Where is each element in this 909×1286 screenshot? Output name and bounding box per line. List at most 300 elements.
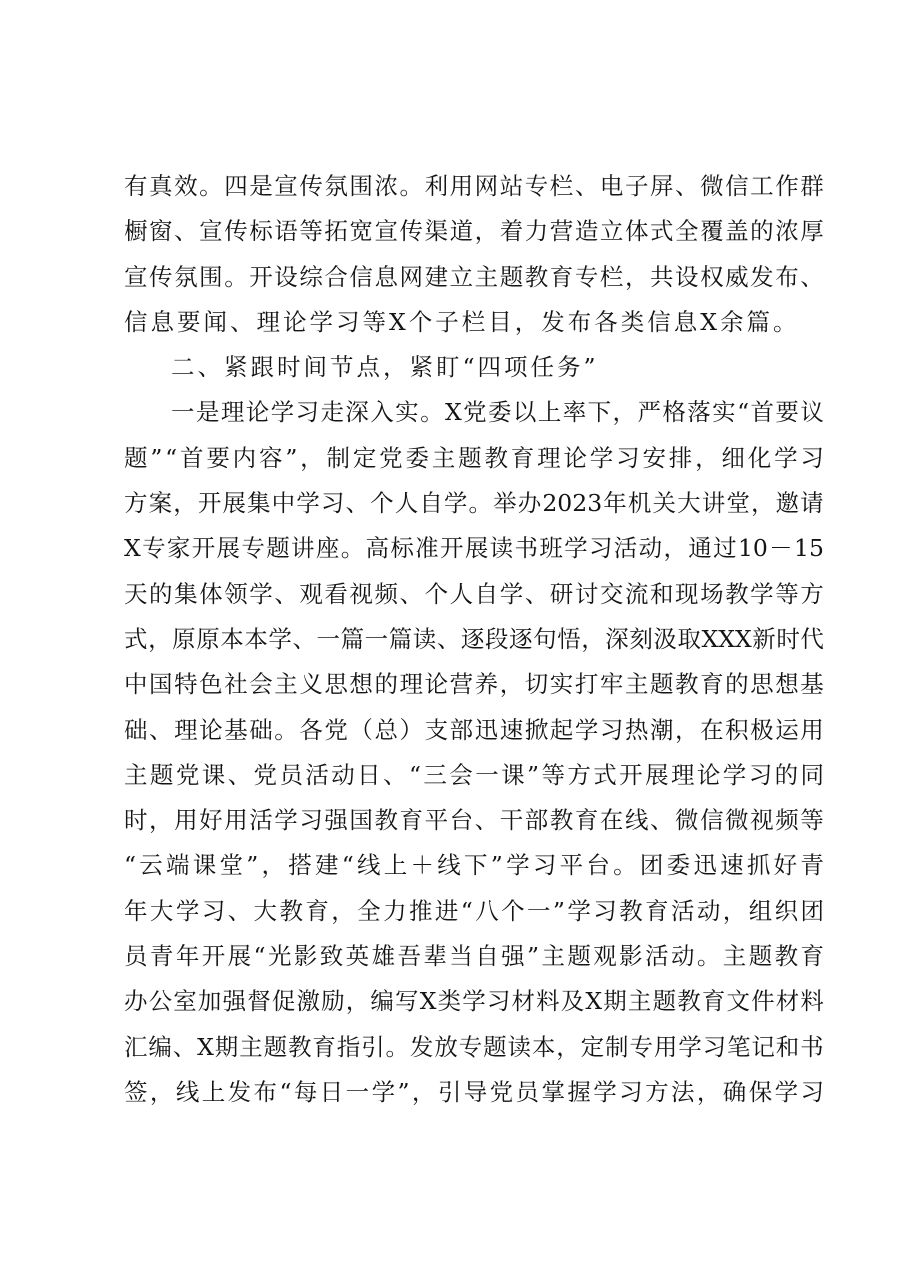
text-glyph: 浓 [775,217,799,246]
text-glyph: 题 [149,760,174,789]
text-glyph: 作 [775,172,799,200]
text-glyph: “ [737,398,750,427]
text-glyph: ， [556,1032,580,1061]
text-glyph: 教 [279,896,303,925]
text-glyph: 用 [800,715,824,744]
text-glyph: 掀 [524,715,549,744]
text-glyph: 微 [725,806,749,835]
text-glyph: 题 [266,534,290,563]
text-glyph: 掌 [541,1077,565,1106]
text-glyph: 信 [725,172,749,200]
text-glyph: 活 [613,534,638,563]
text-glyph: 。 [696,942,721,971]
text-glyph: 15 [794,534,824,563]
text-glyph: 栏 [461,307,489,336]
text-glyph: 题 [748,942,773,971]
text-glyph: （ [349,715,373,744]
text-glyph: 自 [475,942,499,971]
section-heading [124,345,824,390]
text-glyph: 盖 [725,217,749,246]
text-glyph: 一 [527,896,551,925]
text-glyph: 任 [530,353,558,382]
text-glyph: 个 [370,489,394,518]
text-glyph: 氛 [174,262,198,291]
text-glyph: 准 [415,534,439,563]
text-glyph: 励 [321,987,345,1016]
text-glyph: 交 [599,579,624,608]
text-glyph: ， [345,987,370,1016]
text-glyph: 办 [517,489,542,518]
text-glyph: 点 [356,353,383,382]
text-glyph: ， [581,624,605,653]
text-glyph: 、 [649,806,674,835]
text-glyph: 家 [166,534,191,563]
text-glyph: 党 [324,715,348,744]
text-glyph: 渠 [424,217,449,246]
text-glyph: 激 [296,987,320,1016]
text-glyph: 新 [752,624,776,653]
text-glyph: 团 [800,896,824,925]
text-glyph: 养 [474,670,499,699]
text-glyph: 抓 [746,851,771,880]
text-glyph: 雄 [371,942,396,971]
text-glyph: 标 [249,217,273,246]
text-glyph: 方 [800,579,824,608]
text-glyph: 汲 [653,624,677,653]
text-glyph: 发 [541,307,568,336]
paragraph-line [124,979,824,1024]
text-glyph: 上 [383,851,408,880]
text-glyph: 逐 [509,624,533,653]
text-glyph: 加 [197,987,222,1016]
text-glyph: 微 [700,172,724,200]
text-glyph: 窗 [149,217,173,246]
text-glyph: 一 [364,624,389,653]
text-glyph: 篇 [340,624,365,653]
text-glyph: ， [695,443,719,472]
text-glyph: 年 [175,942,200,971]
text-glyph: 书 [514,534,538,563]
text-glyph: 造 [574,217,599,246]
text-glyph: X [389,307,409,336]
text-glyph: 中 [124,670,148,699]
text-glyph: 的 [149,579,173,608]
text-glyph: 理 [399,670,424,699]
text-glyph: 2023 [542,489,603,518]
text-glyph: 开 [619,760,643,789]
text-glyph: 论 [283,307,310,336]
text-glyph: 动 [331,760,355,789]
text-glyph: 式 [593,760,617,789]
text-glyph: 学 [589,443,614,472]
text-glyph: 定 [352,443,377,472]
text-glyph: 刻 [629,624,653,653]
text-glyph: 支 [424,715,449,744]
text-glyph: 个 [424,579,449,608]
text-glyph: ” [150,443,163,472]
text-glyph: 集 [174,579,198,608]
text-glyph: 围 [349,172,373,200]
text-glyph: 专 [458,1032,483,1061]
text-glyph: 严 [637,398,661,427]
text-glyph: 党 [379,443,403,472]
text-glyph: 排 [668,443,693,472]
text-glyph: 传 [149,262,173,291]
text-glyph: 读 [489,534,514,563]
paragraph-line [124,209,824,254]
text-glyph: 栏 [549,172,574,200]
text-glyph: 想 [775,670,799,699]
text-glyph: 、 [574,172,599,200]
text-glyph: 权 [700,262,724,291]
text-glyph: 材 [511,987,535,1016]
text-glyph: 公 [148,987,173,1016]
text-glyph: 动 [638,534,663,563]
text-glyph: 流 [624,579,649,608]
paragraph-line [124,617,824,662]
paragraph-line [124,889,824,934]
text-glyph: 发 [227,1077,252,1106]
text-glyph: ” [397,1077,410,1106]
text-glyph: 语 [274,217,298,246]
text-glyph: 电 [599,172,624,200]
text-glyph: 委 [666,851,691,880]
text-glyph: 务 [557,353,584,382]
text-glyph: 部 [524,806,549,835]
text-glyph: 宽 [349,217,373,246]
text-glyph: 影 [293,942,318,971]
text-glyph: 讲 [701,489,726,518]
text-glyph: 开 [249,262,273,291]
text-glyph: 主 [124,760,148,789]
text-glyph: 理 [174,715,198,744]
text-glyph: 迅 [693,851,717,880]
text-glyph: 宣 [199,217,223,246]
text-glyph: 教 [774,942,799,971]
text-glyph: 迅 [474,715,499,744]
text-glyph: 员 [279,760,303,789]
text-glyph: 体 [624,217,649,246]
text-glyph: 好 [199,806,223,835]
text-glyph: 、 [227,896,252,925]
text-glyph: 一 [316,624,340,653]
text-glyph: 学 [574,715,599,744]
text-glyph: 思 [750,670,774,699]
paragraph-line [124,753,824,798]
text-glyph: 。 [772,307,800,336]
text-glyph: 信 [647,307,674,336]
text-glyph: 用 [174,806,198,835]
text-glyph: 是 [195,398,220,427]
text-glyph: 育 [549,262,574,291]
text-glyph: 篇 [388,624,413,653]
text-glyph: 、 [292,624,316,653]
text-glyph: 要 [775,398,799,427]
text-glyph: ， [474,217,499,246]
text-glyph: 。 [420,398,444,427]
text-glyph: 育 [700,670,724,699]
text-glyph: 习 [599,715,624,744]
text-glyph: 社 [224,670,248,699]
text-glyph: 方 [645,1077,669,1106]
text-glyph: 用 [653,1032,678,1061]
text-glyph: 布 [567,307,595,336]
text-glyph: 、 [399,579,424,608]
text-glyph: 覆 [700,217,724,246]
text-glyph: 办 [124,987,148,1016]
text-glyph: 主 [274,670,298,699]
text-glyph: ， [750,489,775,518]
text-glyph: 促 [271,987,296,1016]
text-glyph: 布 [253,1077,278,1106]
text-glyph: 各 [594,307,621,336]
text-glyph: 要 [177,307,204,336]
text-glyph: 主 [431,443,456,472]
text-glyph: 威 [725,262,749,291]
text-glyph: ＋ [410,851,435,880]
text-glyph: 学 [564,534,588,563]
text-glyph: 青 [149,942,174,971]
text-glyph: 习 [616,443,640,472]
text-glyph: 余 [719,307,747,336]
text-glyph: 盯 [436,353,463,382]
text-glyph: 讨 [574,579,599,608]
text-glyph: 共 [649,262,674,291]
text-glyph: 频 [374,579,398,608]
text-glyph: 料 [800,987,824,1016]
text-glyph: 四 [477,353,505,382]
text-glyph: 专 [142,534,166,563]
text-glyph: 闻 [203,307,230,336]
text-glyph: 议 [800,398,824,427]
text-glyph: 期 [603,987,627,1016]
text-glyph: 动 [670,942,695,971]
text-glyph: 论 [199,715,223,744]
paragraph-line [124,1025,824,1070]
text-glyph: 逐 [460,624,485,653]
text-glyph: 读 [412,624,437,653]
text-glyph: 活 [670,896,695,925]
text-glyph: 悟 [557,624,581,653]
text-glyph: 代 [800,624,824,653]
text-glyph: 、 [800,262,824,291]
text-glyph: X [700,307,720,336]
text-glyph: 青 [800,851,824,880]
text-glyph: 速 [499,715,524,744]
text-glyph: ， [514,307,542,336]
text-glyph: “ [408,760,421,789]
text-glyph: 主 [474,262,499,291]
text-glyph: 展 [227,942,252,971]
text-glyph: 句 [533,624,557,653]
text-glyph: 义 [299,670,323,699]
text-glyph: 本 [531,1032,556,1061]
text-glyph: ， [663,534,687,563]
text-glyph: 拓 [324,217,348,246]
text-glyph: 引 [437,1077,462,1106]
text-glyph: 学 [296,489,320,518]
paragraph-line [124,300,824,345]
text-glyph: 屏 [649,172,674,200]
text-glyph: 习 [593,896,617,925]
text-glyph: 光 [267,942,292,971]
text-glyph: 息 [673,307,701,336]
text-glyph: 目 [488,307,515,336]
text-glyph: 式 [124,624,148,653]
text-glyph: 信 [700,806,724,835]
text-glyph: “ [462,353,478,382]
text-glyph: 10 [737,534,768,563]
paragraph-line [124,481,824,526]
document-body [124,164,824,1115]
text-glyph: 英 [345,942,370,971]
text-glyph: 有 [124,172,148,200]
text-glyph: 年 [603,489,627,518]
text-glyph: 人 [449,579,474,608]
text-glyph: 习 [299,806,323,835]
text-glyph: 式 [649,217,674,246]
paragraph-line [124,798,824,843]
text-glyph: 确 [722,1077,747,1106]
text-glyph: 厚 [800,217,824,246]
text-glyph: 栏 [599,262,624,291]
text-glyph: 氛 [324,172,348,200]
text-glyph: 集 [247,489,271,518]
text-glyph: 的 [750,217,774,246]
text-glyph: 展 [216,534,241,563]
text-glyph: 、 [230,307,257,336]
text-glyph: 工 [750,172,774,200]
text-glyph: 极 [750,715,774,744]
text-glyph: 大 [253,896,278,925]
text-glyph: ” [552,896,565,925]
text-glyph: 主 [624,670,649,699]
text-glyph: 传 [399,217,424,246]
text-glyph: “ [124,851,137,880]
text-glyph: 、 [524,579,549,608]
text-glyph: 教 [287,1032,312,1061]
text-glyph: 等 [800,806,824,835]
text-glyph: 二 [171,353,198,382]
paragraph-line [124,934,824,979]
text-glyph: 天 [124,579,148,608]
paragraph-line [124,708,824,753]
text-glyph: 息 [150,307,177,336]
text-glyph: 记 [751,1032,775,1061]
text-glyph: 签 [124,1077,148,1106]
text-glyph: 专 [629,1032,653,1061]
text-glyph: 格 [662,398,686,427]
text-glyph: 习 [320,489,345,518]
text-glyph: 频 [775,806,799,835]
text-glyph: 深 [345,398,369,427]
text-glyph: 网 [399,262,424,291]
text-glyph: 员 [515,1077,540,1106]
text-glyph: 的 [725,670,749,699]
text-glyph: 导 [463,1077,488,1106]
text-glyph: 习 [588,534,613,563]
text-glyph: 微 [675,806,699,835]
text-glyph: ” [583,353,599,382]
text-glyph: 员 [124,942,148,971]
text-glyph: 总 [374,715,398,744]
text-glyph: 开 [201,942,226,971]
text-glyph: 习 [201,896,226,925]
text-glyph: ， [261,851,286,880]
text-glyph: 材 [775,987,800,1016]
text-glyph: 的 [774,760,799,789]
text-glyph: 上 [201,1077,226,1106]
text-glyph: 论 [424,670,449,699]
text-glyph: 类 [620,307,648,336]
text-glyph: 强 [324,806,348,835]
text-glyph: 道 [449,217,474,246]
text-glyph: 学 [270,398,295,427]
text-glyph: 班 [539,534,563,563]
text-glyph: 力 [524,217,549,246]
text-glyph: 容 [259,443,283,472]
text-glyph: 立 [599,217,624,246]
text-glyph: 教 [725,579,749,608]
text-glyph: 原 [172,624,196,653]
text-glyph: 习 [336,307,363,336]
text-glyph: 宣 [374,217,398,246]
text-glyph: ， [722,896,747,925]
paragraph-line [124,436,824,481]
text-glyph: 学 [371,1077,396,1106]
text-glyph: 速 [720,851,744,880]
text-glyph: 率 [562,398,587,427]
text-glyph: 引 [361,1032,385,1061]
paragraph-line [124,1070,824,1115]
text-glyph: 橱 [124,217,148,246]
text-glyph: 学 [678,1032,702,1061]
text-glyph: 特 [174,670,198,699]
text-glyph: 学 [567,896,591,925]
text-glyph: 等 [362,307,389,336]
text-glyph: ” [490,851,503,880]
text-glyph: “ [460,896,473,925]
text-glyph: ， [675,715,699,744]
text-glyph: 展 [222,489,246,518]
text-glyph: 大 [149,896,174,925]
text-glyph: 宣 [124,262,148,291]
text-glyph: 线 [357,851,381,880]
text-glyph: ， [624,262,649,291]
text-glyph: 等 [299,217,323,246]
paragraph-line [124,572,824,617]
text-glyph: 云 [139,851,163,880]
text-glyph: 开 [191,534,216,563]
text-glyph: 干 [499,806,524,835]
text-glyph: 首 [180,443,204,472]
text-glyph: 专 [241,534,265,563]
text-glyph: 学 [506,851,530,880]
text-glyph: 平 [559,851,584,880]
text-glyph: 堂 [726,489,750,518]
text-glyph: 线 [437,851,461,880]
text-glyph: 着 [499,217,524,246]
text-glyph: 、 [149,715,173,744]
text-glyph: 题 [124,443,148,472]
text-glyph: 利 [424,172,449,200]
text-glyph: 举 [493,489,517,518]
text-glyph: 取 [677,624,701,653]
text-glyph: 活 [249,806,273,835]
text-glyph: 育 [312,1032,336,1061]
text-glyph: 的 [374,670,398,699]
text-glyph: 笔 [727,1032,751,1061]
